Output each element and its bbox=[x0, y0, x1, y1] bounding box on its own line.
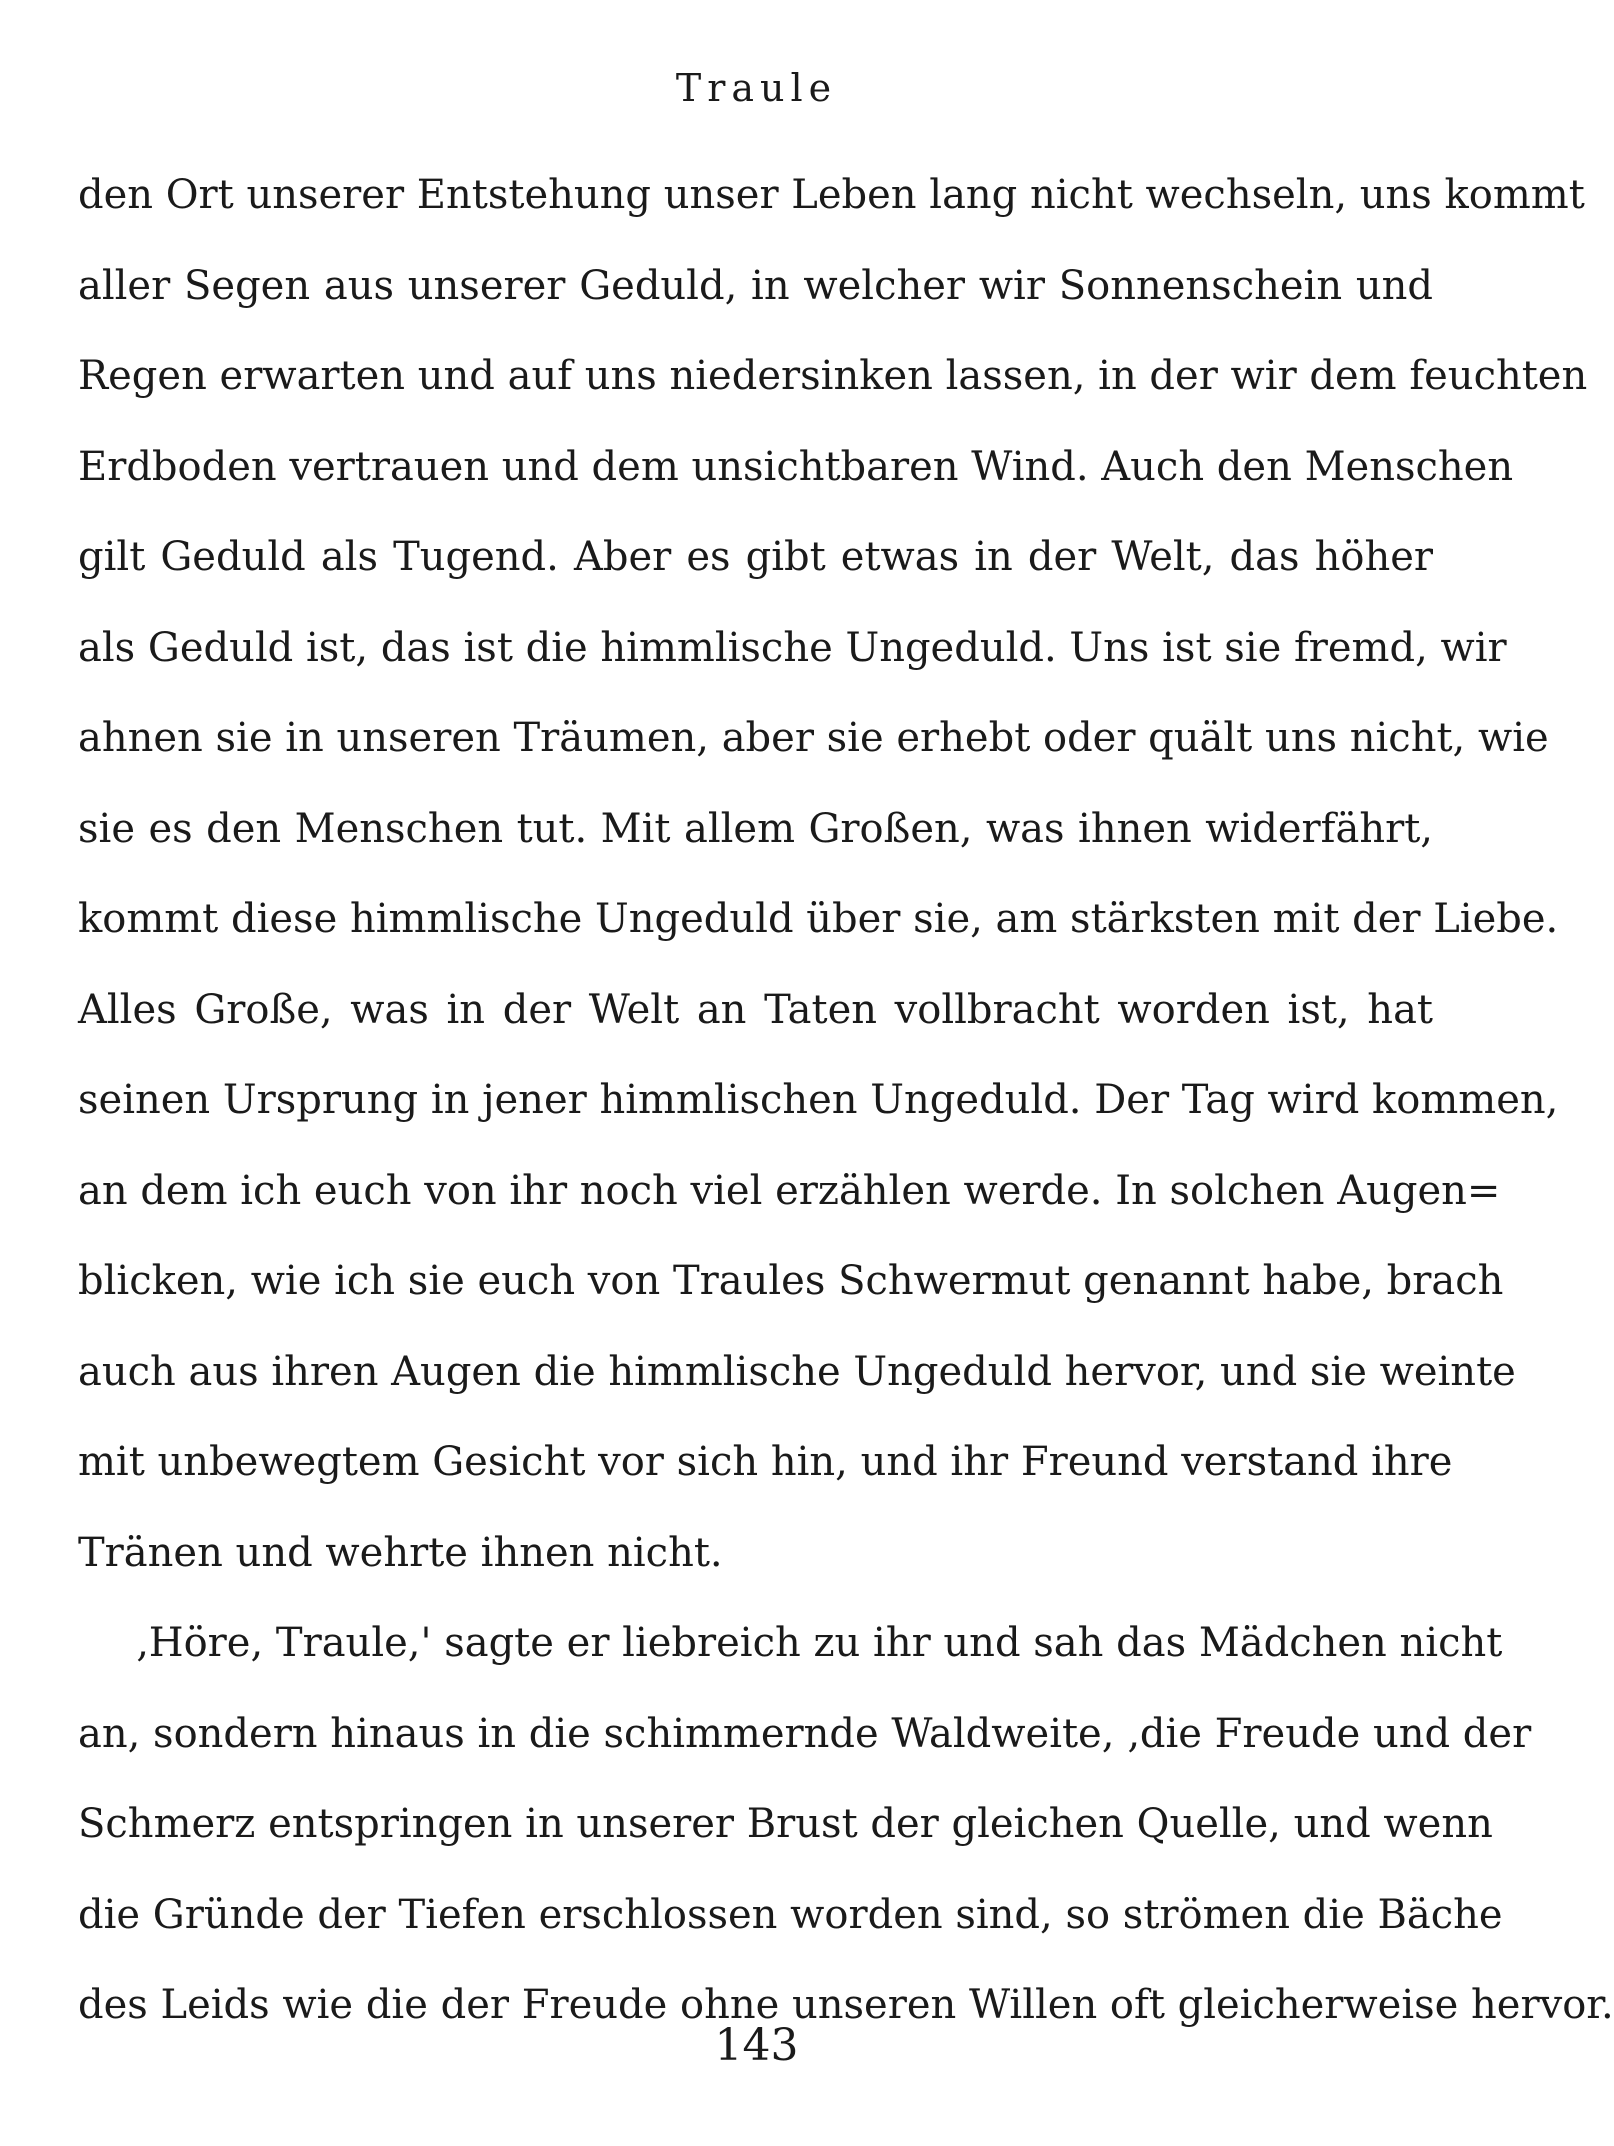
text-line: an, sondern hinaus in die schimmernde Waldweite, ‚die Freude und der bbox=[78, 1710, 1532, 1757]
text-line: Erdboden vertrauen und dem unsichtbaren Wind. Auch den Menschen bbox=[78, 443, 1514, 490]
running-head: Traule bbox=[675, 66, 838, 110]
text-line: Tränen und wehrte ihnen nicht. bbox=[78, 1529, 723, 1576]
text-line: die Gründe der Tiefen erschlossen worden sind, so strömen die Bäche bbox=[78, 1891, 1503, 1938]
text-line: kommt diese himmlische Ungeduld über sie, am stärksten mit der Liebe. bbox=[78, 896, 1559, 942]
text-line: des Leids wie die der Freude ohne unseren Willen oft gleicherweise hervor. bbox=[78, 1982, 1614, 2028]
body-text bbox=[78, 150, 1614, 2051]
text-line: den Ort unserer Entstehung unser Leben lang nicht wechseln, uns kommt bbox=[78, 172, 1585, 218]
text-line: sie es den Menschen tut. Mit allem Großen, was ihnen widerfährt, bbox=[78, 805, 1433, 852]
text-line: seinen Ursprung in jener himmlischen Ungeduld. Der Tag wird kommen, bbox=[78, 1077, 1559, 1123]
text-line: mit unbewegtem Gesicht vor sich hin, und ihr Freund verstand ihre bbox=[78, 1439, 1453, 1485]
text-line: auch aus ihren Augen die himmlische Ungeduld hervor, und sie weinte bbox=[78, 1348, 1516, 1395]
text-line: als Geduld ist, das ist die himmlische Ungeduld. Uns ist sie fremd, wir bbox=[78, 624, 1507, 671]
page-number: 143 bbox=[714, 2020, 799, 2071]
text-line: aller Segen aus unserer Geduld, in welcher wir Sonnenschein und bbox=[78, 262, 1433, 309]
text-line: Regen erwarten und auf uns niedersinken lassen, in der wir dem feuchten bbox=[78, 353, 1588, 399]
text-line: blicken, wie ich sie euch von Traules Schwermut genannt habe, brach bbox=[78, 1258, 1504, 1304]
text-line: an dem ich euch von ihr noch viel erzählen werde. In solchen Augen= bbox=[78, 1167, 1501, 1214]
text-line: gilt Geduld als Tugend. Aber es gibt etwas in der Welt, das höher bbox=[78, 534, 1433, 580]
text-line: Schmerz entspringen in unserer Brust der gleichen Quelle, und wenn bbox=[78, 1801, 1493, 1847]
text-line: Alles Große, was in der Welt an Taten vollbracht worden ist, hat bbox=[78, 986, 1433, 1033]
text-line: ‚Höre, Traule,' sagte er liebreich zu ihr und sah das Mädchen nicht bbox=[136, 1620, 1503, 1666]
text-line: ahnen sie in unseren Träumen, aber sie erhebt oder quält uns nicht, wie bbox=[78, 715, 1549, 761]
